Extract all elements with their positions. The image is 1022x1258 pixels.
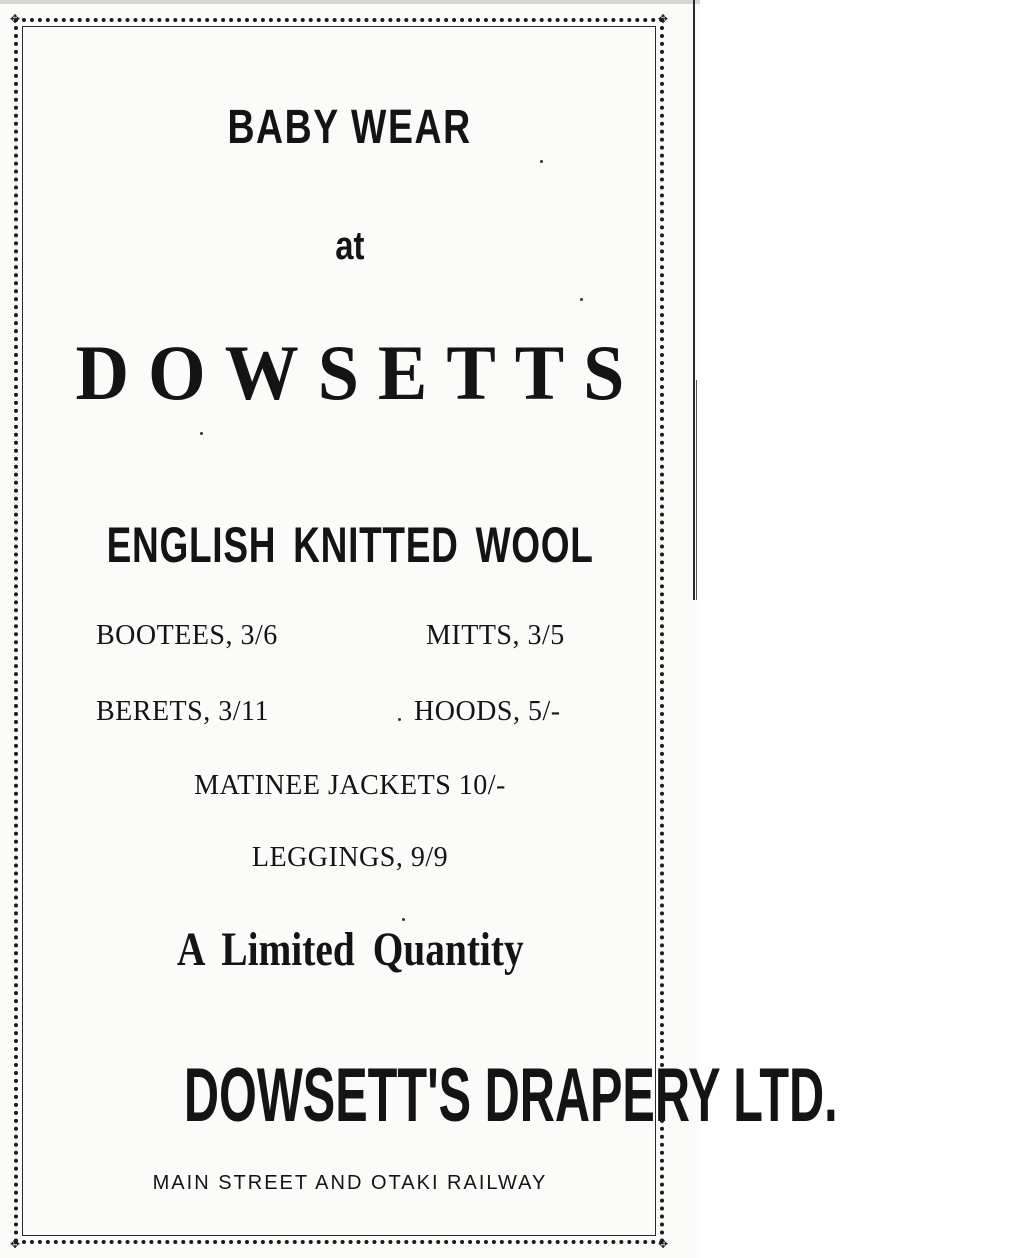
corner-ornament-icon: ✥ — [657, 12, 669, 26]
store-name — [0, 328, 700, 418]
print-speck — [200, 432, 203, 435]
corner-ornament-icon: ✥ — [9, 1237, 21, 1251]
column-rule — [693, 0, 695, 600]
corner-ornament-icon: ✥ — [9, 12, 21, 26]
item-bootees: BOOTEES, 3/6 — [96, 620, 278, 651]
item-leggings: LEGGINGS, 9/9 — [251, 842, 449, 873]
store-name-text: DOWSETTS — [75, 329, 644, 416]
item-mitts: MITTS, 3/5 — [426, 620, 565, 651]
item-matinee-jackets: MATINEE JACKETS 10/- — [194, 770, 506, 801]
company-name — [0, 1052, 838, 1140]
top-rule — [0, 0, 700, 4]
item-berets: BERETS, 3/11 — [96, 696, 269, 727]
notice-text: A Limited Quantity — [176, 923, 524, 976]
heading-text: BABY WEAR — [227, 101, 473, 154]
advert-at — [0, 222, 700, 269]
item-hoods: HOODS, 5/- — [414, 696, 561, 727]
corner-ornament-icon: ✥ — [657, 1237, 669, 1251]
company-name-text: DOWSETT'S DRAPERY LTD. — [183, 1053, 838, 1138]
print-speck — [402, 918, 405, 921]
advert-subheading — [0, 516, 700, 574]
at-text: at — [335, 224, 365, 268]
subheading-text: ENGLISH KNITTED WOOL — [106, 517, 594, 573]
advert-heading — [0, 100, 700, 155]
print-speck — [398, 718, 401, 721]
limited-quantity-notice — [0, 922, 700, 977]
print-speck — [540, 160, 543, 163]
print-speck — [580, 298, 583, 301]
company-address: MAIN STREET AND OTAKI RAILWAY — [152, 1172, 548, 1194]
